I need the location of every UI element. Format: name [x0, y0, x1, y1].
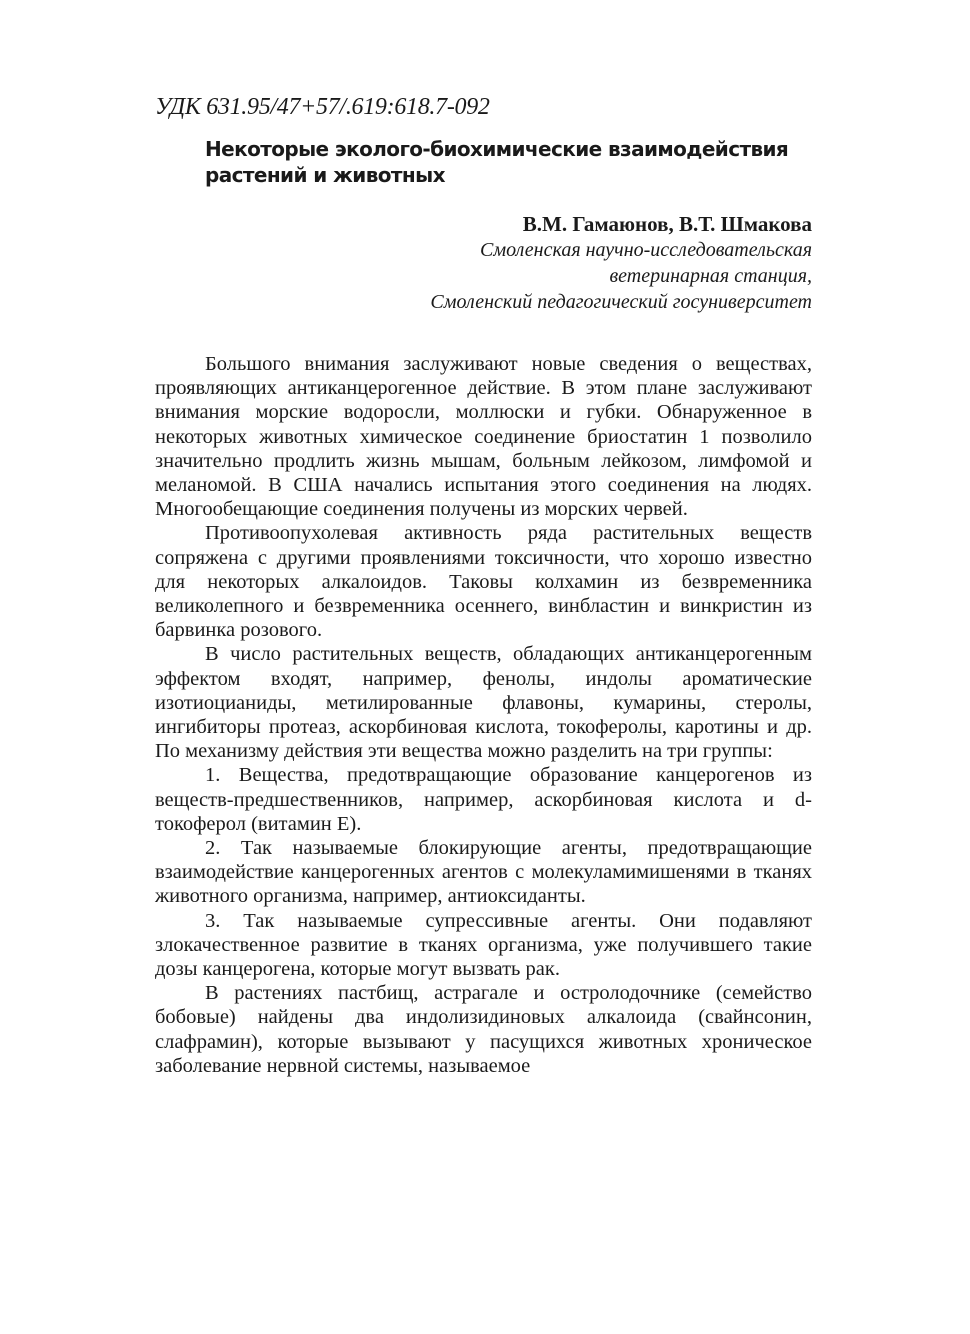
author-names: В.М. Гамаюнов, В.Т. Шмакова: [522, 212, 812, 236]
list-item-3: 3. Так называемые супрессивные агенты. Они подавляют злокачественное развитие в тканях организма, уже получившего такие дозы канцерогена, которые могут вызвать рак.: [155, 909, 812, 981]
body-paragraph: В растениях пастбищ, астрагале и остролодочнике (семейство бобовые) найдены два индолизидиновых алкалоида (свайнсонин, слафрамин), которые вызывают у пасущихся животных хроническое заболевание нервной системы, называемое: [155, 982, 812, 1077]
list-item-2: 2. Так называемые блокирующие агенты, предотвращающие взаимодействие канцерогенных агентов с молекуламимишенями в тканях животного организма, например, антиоксиданты.: [155, 837, 812, 908]
author-affiliation: [292, 237, 812, 315]
affiliation-line: Смоленский педагогический госуниверситет: [430, 291, 812, 313]
body-paragraph: Большого внимания заслуживают новые сведения о веществах, проявляющих антиканцерогенное действие. В этом плане заслуживают внимания морские водоросли, моллюски и губки. Обнаруженное в некоторых животных химическое соединение бриостатин 1 позволило значительно продлить жизнь мышам, больным лейкозом, лимфомой и меланомой. В США начались испытания этого соединения на людях. Многообещающие соединения получены из морских червей.: [155, 353, 812, 521]
article-body: [155, 352, 812, 1078]
udc-code: УДК 631.95/47+57/.619:618.7-092: [155, 94, 490, 120]
list-item-1: 1. Вещества, предотвращающие образование канцерогенов из веществ-предшественников, например, аскорбиновая кислота и d-токоферол (витамин Е).: [155, 764, 812, 835]
body-paragraph: В число растительных веществ, обладающих антиканцерогенным эффектом входят, например, фенолы, индолы ароматические изотиоцианиды, метилированные флавоны, кумарины, стеролы, ингибиторы протеаз, аскорбиновая кислота, токоферолы, каротины и др. По механизму действия эти вещества можно разделить на три группы:: [155, 643, 812, 763]
body-paragraph: Противоопухолевая активность ряда растительных веществ сопряжена с другими проявлениями токсичности, что хорошо известно для некоторых алкалоидов. Таковы колхамин из безвременника великолепного и безвременника осеннего, винбластин и винкристин из барвинка розового.: [155, 522, 812, 642]
affiliation-line: Смоленская научно-исследовательская: [479, 239, 812, 261]
article-title: Некоторые эколого-биохимические взаимодействия растений и животных: [205, 137, 789, 187]
affiliation-line: ветеринарная станция,: [609, 265, 812, 287]
